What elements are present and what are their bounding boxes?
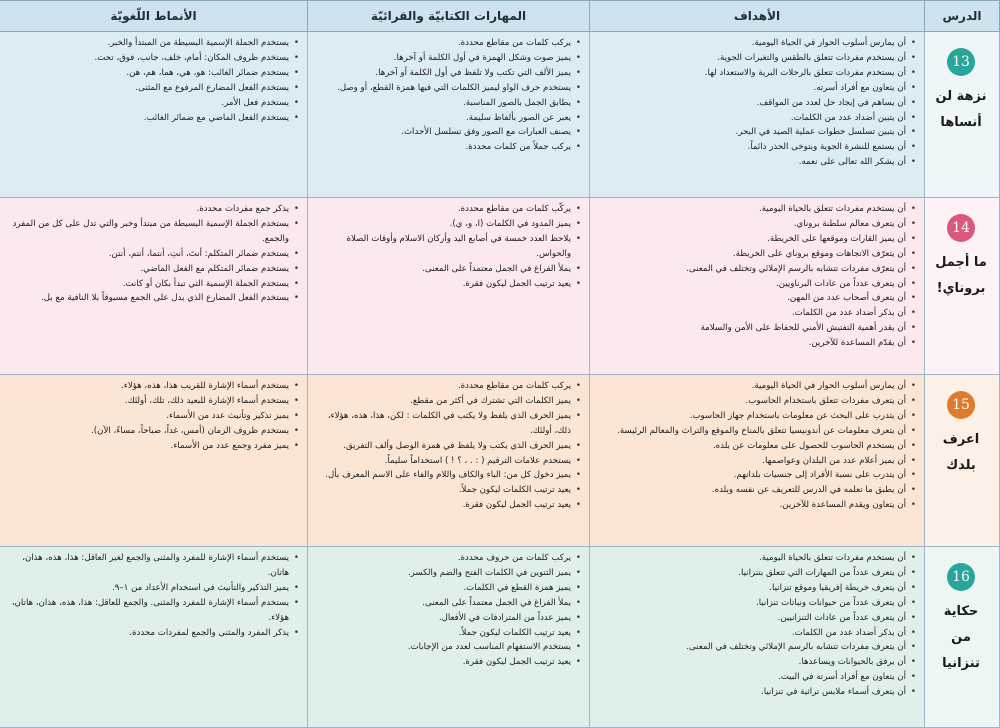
lesson-number-badge: 13 (947, 48, 975, 76)
goals-list (594, 551, 918, 700)
list-item: • أن يتعرف خريطة إفريقيا وموقع تنزانيا. (594, 581, 906, 596)
list-item: • يملأ الفراغ في الجمل معتمداً على المعنى. (312, 596, 571, 611)
list-item: • أن يتعرف معلومات عن أندونيسيا تتعلق بالمناخ والموقع والتراث والمعالم الرئيسة. (594, 424, 906, 439)
list-item: • يركب كلمات من حروف محددة. (312, 551, 571, 566)
list-item: • يذكر المفرد والمثنى والجمع لمفردات محددة. (4, 626, 289, 641)
list-item: • يميز التنوين في الكلمات الفتح والضم والكسر. (312, 566, 571, 581)
list-item: • أن يستخدم مفردات تتعلق بالحياة اليومية. (594, 551, 906, 566)
patterns-list (4, 379, 301, 454)
list-item: • يستخدم ضمائر المتكلم مع الفعل الماضي. (4, 262, 289, 277)
list-item: • أن يستخدم مفردات تتعلق بالطقس والتغيرات الجوية. (594, 51, 906, 66)
lesson-title: حكاية من تنزانيا (942, 604, 980, 671)
skills-cell (308, 32, 590, 198)
lesson-row (0, 547, 1000, 728)
patterns-cell (0, 375, 308, 547)
goals-list (594, 202, 918, 351)
list-item: • يميز صوت وشكل الهمزة في أول الكلمة أو آخرها. (312, 51, 571, 66)
goals-cell (590, 547, 925, 728)
list-item: • أن يقدّم المساعدة للآخرين. (594, 336, 906, 351)
list-item: • أن يتعرف مفردات تتعلق باستخدام الحاسوب. (594, 394, 906, 409)
list-item: • يذكر جمع مفردات محددة. (4, 202, 289, 217)
list-item: • يملأ الفراغ في الجمل معتمداً على المعنى. (312, 262, 571, 277)
header-row (0, 1, 1000, 32)
list-item: • أن يميز أعلام عدد من البلدان وعواصمها. (594, 454, 906, 469)
list-item: • يعيد ترتيب الكلمات ليكون جملاً. (312, 483, 571, 498)
list-item: • أن يتعرّف مفردات تتشابه بالرسم الإملائي وتختلف في المعنى. (594, 262, 906, 277)
skills-list (312, 202, 583, 291)
list-item: • يركب كلمات من مقاطع محددة. (312, 379, 571, 394)
patterns-cell (0, 32, 308, 198)
list-item: • يركب كلمات من مقاطع محددة. (312, 36, 571, 51)
list-item: • أن يتعرف أصحاب عدد من المهن. (594, 291, 906, 306)
skills-cell (308, 198, 590, 375)
skills-list (312, 551, 583, 670)
goals-cell (590, 375, 925, 547)
lesson-title: ما أجمل بروناي! (935, 255, 987, 296)
list-item: • أن يتعاون ويقدم المساعدة للآخرين. (594, 498, 906, 513)
list-item: • أن يتعرف عدداً من عادات التنزانيين. (594, 611, 906, 626)
list-item: • يستخدم ضمائر المتكلم: أنتَ، أنتِ، أنتما، أنتم، أنتن. (4, 247, 289, 262)
list-item: • أن يتبين تسلسل خطوات عملية الصيد في البحر. (594, 125, 906, 140)
list-item: • يعيد ترتيب الكلمات ليكون جملاً. (312, 626, 571, 641)
list-item: • يستخدم ظروف المكان: أمام، خلف، جانب، فوق، تحت. (4, 51, 289, 66)
list-item: • يستخدم فعل الأمر. (4, 96, 289, 111)
list-item: • أن يتعرف مفردات تتشابه بالرسم الإملائي وتختلف في المعنى. (594, 640, 906, 655)
list-item: • يستخدم حرف الواو ليميز الكلمات التي فيها همزة القطع، أو وصل. (312, 81, 571, 96)
list-item: • يميز دخول كل من: الباء والكاف واللام والفاء على الاسم المعرف بأل. (312, 468, 571, 483)
list-item: • أن يساهم في إيجاد حل لعدد من المواقف. (594, 96, 906, 111)
list-item: • يستخدم أسماء الإشارة للبعيد ذلك، تلك، أولئك. (4, 394, 289, 409)
list-item: • أن يستخدم مفردات تتعلق بالحياة اليومية. (594, 202, 906, 217)
skills-cell (308, 375, 590, 547)
list-item: • أن يتعرف أسماء ملابس تراثية في تنزانيا. (594, 685, 906, 700)
header-patterns: الأنماط اللّغويّة (0, 1, 308, 32)
list-item: • يستخدم الجملة الإسمية التي تبدأ بكان أو كانت. (4, 277, 289, 292)
lesson-number-badge: 15 (947, 391, 975, 419)
skills-list (312, 379, 583, 513)
list-item: • يستخدم ظروف الزمان (أمس، غداً، صباحاً، مساءً، الآن). (4, 424, 289, 439)
lesson-number-badge: 16 (947, 563, 975, 591)
list-item: • يستخدم الفعل المضارع المرفوع مع المثنى. (4, 81, 289, 96)
list-item: • يميز الحرف الذي يكتب ولا يلفظ في همزة الوصل وألف التفريق. (312, 439, 571, 454)
goals-list (594, 379, 918, 513)
lesson-cell (925, 547, 1000, 728)
list-item: • يميز همزة القطع في الكلمات. (312, 581, 571, 596)
lesson-row (0, 32, 1000, 198)
patterns-list (4, 36, 301, 125)
list-item: • أن يتعرّف الاتجاهات وموقع بروناي على الخريطة. (594, 247, 906, 262)
lesson-number-badge: 14 (947, 214, 975, 242)
list-item: • يميز تذكير وتأنيث عدد من الأسماء. (4, 409, 289, 424)
list-item: • يستخدم الجملة الإسمية البسيطة من مبتدأ وخبر والتي تدل على كل من المفرد والجمع. (4, 217, 289, 247)
list-item: • أن يميز القارات وموقعها على الخريطة. (594, 232, 906, 247)
list-item: • يستخدم الفعل الماضي مع ضمائر الغائب. (4, 111, 289, 126)
header-goals: الأهداف (590, 1, 925, 32)
list-item: • يميز الحرف الذي يلفظ ولا يكتب في الكلمات : لكن، هذا، هذه، هؤلاء، ذلك، أولئك. (312, 409, 571, 439)
patterns-cell (0, 198, 308, 375)
list-item: • يعيد ترتيب الجمل ليكون فقرة. (312, 277, 571, 292)
list-item: • يستخدم أسماء الإشارة للقريب هذا، هذه، هؤلاء. (4, 379, 289, 394)
list-item: • يميز مفرد وجمع عدد من الأسماء. (4, 439, 289, 454)
list-item: • أن يقدر أهمية التفتيش الأمني للحفاظ على الأمن والسلامة (594, 321, 906, 336)
lesson-title: اعرف بلدك (942, 432, 980, 473)
lesson-title: نزهة لن أنساها (935, 89, 987, 130)
list-item: • أن يستمع للنشرة الجوية ويتوخى الحذر دائماً. (594, 140, 906, 155)
list-item: • أن يطبق ما تعلمه في الدرس للتعريف عن نفسه وبلده. (594, 483, 906, 498)
header-lesson: الدرس (925, 1, 1000, 32)
goals-list (594, 36, 918, 170)
list-item: • أن يشكر الله تعالى على نعمه. (594, 155, 906, 170)
lesson-row (0, 375, 1000, 547)
lesson-cell (925, 32, 1000, 198)
lesson-cell (925, 198, 1000, 375)
list-item: • يميز عدداً من المترادفات في الأفعال. (312, 611, 571, 626)
patterns-list (4, 551, 301, 640)
goals-cell (590, 198, 925, 375)
list-item: • أن يتعاون مع أفراد أسرته في البيت. (594, 670, 906, 685)
list-item: • أن يتبين أضداد عدد من الكلمات. (594, 111, 906, 126)
list-item: • أن يتعرف عدداً من حيوانات ونباتات تنزانيا. (594, 596, 906, 611)
header-skills: المهارات الكتابيّة والقرائيّة (308, 1, 590, 32)
patterns-list (4, 202, 301, 306)
list-item: • يعيد ترتيب الجمل ليكون فقرة. (312, 498, 571, 513)
list-item: • يطابق الجمل بالصور المناسبة. (312, 96, 571, 111)
list-item: • يركّب كلمات من مقاطع محددة. (312, 202, 571, 217)
list-item: • يركب جملاً من كلمات محددة. (312, 140, 571, 155)
lesson-cell (925, 375, 1000, 547)
list-item: • يستخدم الفعل المضارع الذي يدل على الجمع مسبوقاً بلا النافية مع بل. (4, 291, 289, 306)
list-item: • أن يتعاون مع أفراد أسرته. (594, 81, 906, 96)
skills-cell (308, 547, 590, 728)
list-item: • يميز المدود في الكلمات (ا، و، ي). (312, 217, 571, 232)
list-item: • يستخدم ضمائر الغائب: هو، هي، هما، هم، هن. (4, 66, 289, 81)
list-item: • يستخدم علامات الترقيم ( : . ، ؟ ! ) استخداماً سليماً. (312, 454, 571, 469)
goals-cell (590, 32, 925, 198)
list-item: • يستخدم الجملة الإسمية البسيطة من المبتدأ والخبر. (4, 36, 289, 51)
list-item: • يصنف العبارات مع الصور وفق تسلسل الأحداث. (312, 125, 571, 140)
list-item: • يعبر عن الصور بألفاظ سليمة. (312, 111, 571, 126)
list-item: • يميز الكلمات التي تشترك في أكثر من مقطع. (312, 394, 571, 409)
list-item: • أن يستخدم الحاسوب للحصول على معلومات عن بلده. (594, 439, 906, 454)
list-item: • يميز الألف التي تكتب ولا تلفظ في أول الكلمة أو آخرها. (312, 66, 571, 81)
list-item: • أن يتعرف معالم سلطنة بروناي. (594, 217, 906, 232)
lesson-row (0, 198, 1000, 375)
list-item: • يستخدم أسماء الإشارة للمفرد والمثنى. والجمع للعاقل: هذا، هذه، هذان، هاتان، هؤلاء. (4, 596, 289, 626)
list-item: • أن يتعرف عدداً من عادات البرناويين. (594, 277, 906, 292)
list-item: • أن يذكر أضداد عدد من الكلمات. (594, 306, 906, 321)
list-item: • أن يمارس أسلوب الحوار في الحياة اليومية. (594, 36, 906, 51)
list-item: • يميز التذكير والتأنيث في استخدام الأعداد من ١–٩. (4, 581, 289, 596)
patterns-cell (0, 547, 308, 728)
list-item: • أن يتدرب على البحث عن معلومات باستخدام جهاز الحاسوب. (594, 409, 906, 424)
list-item: • يستخدم الاستفهام المناسب لعدد من الإجابات. (312, 640, 571, 655)
list-item: • أن يمارس أسلوب الحوار في الحياة اليومية. (594, 379, 906, 394)
skills-list (312, 36, 583, 155)
list-item: • يستخدم أسماء الإشارة للمفرد والمثنى والجمع لغير العاقل: هذا، هذه، هذان، هاتان. (4, 551, 289, 581)
list-item: • أن يستخدم مفردات تتعلق بالرحلات البرية والاستعداد لها. (594, 66, 906, 81)
list-item: • أن يذكر أضداد عدد من الكلمات. (594, 626, 906, 641)
list-item: • أن يتدرب على نسبة الأفراد إلى جنسيات بلدانهم. (594, 468, 906, 483)
list-item: • أن يرفق بالحيوانات ويساعدها. (594, 655, 906, 670)
list-item: • يعيد ترتيب الجمل ليكون فقرة. (312, 655, 571, 670)
list-item: • أن يتعرف عدداً من المهارات التي تتعلق بتنزانيا. (594, 566, 906, 581)
list-item: • يلاحظ العدد خمسة في أصابع اليد وأركان الاسلام وأوقات الصلاة والحواس. (312, 232, 571, 262)
